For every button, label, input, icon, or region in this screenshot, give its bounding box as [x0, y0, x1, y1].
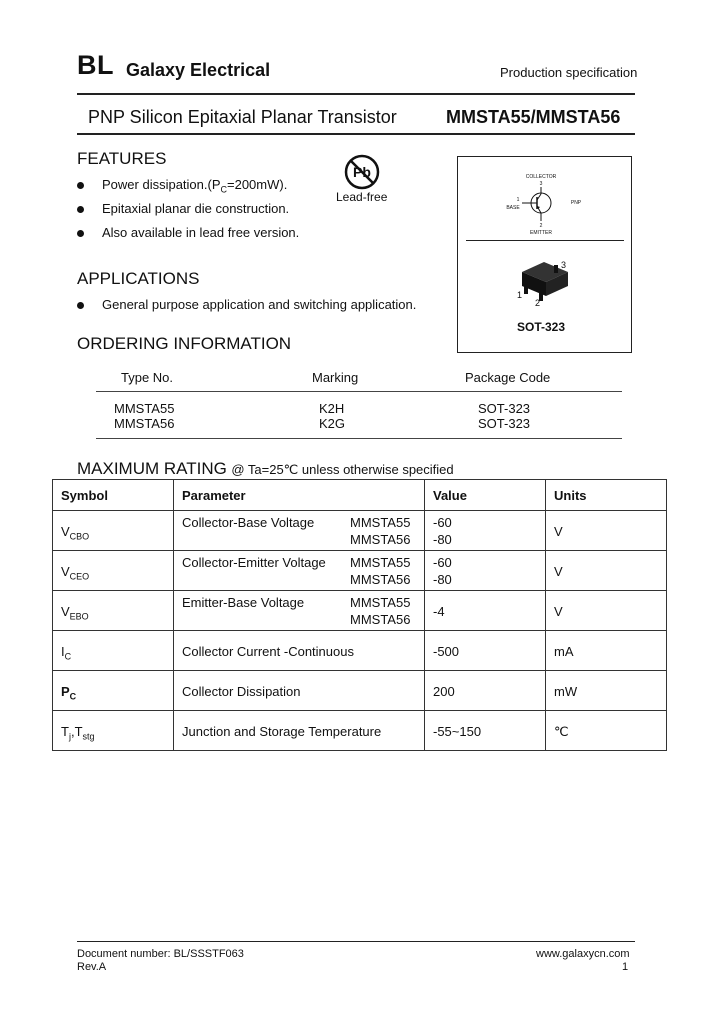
- sot323-package-illustration: [508, 256, 584, 308]
- title-divider: [77, 133, 635, 135]
- bullet-icon: [77, 302, 84, 309]
- document-number: Document number: BL/SSSTF063: [77, 948, 244, 960]
- unit-cell: V: [554, 524, 563, 539]
- col-units: Units: [546, 480, 667, 511]
- package-divider: [466, 240, 624, 241]
- table-row: [53, 711, 667, 751]
- parameter-cell: Collector-Base Voltage: [182, 515, 315, 530]
- ordering-col-package: Package Code: [465, 370, 551, 385]
- transistor-schematic: [500, 170, 595, 236]
- max-rating-heading: MAXIMUM RATING: [77, 459, 227, 478]
- max-rating-condition: @ Ta=25℃ unless otherwise specified: [231, 462, 454, 477]
- ordering-header-rule: [96, 391, 622, 392]
- svg-text:COLLECTOR: COLLECTOR: [525, 174, 557, 180]
- value-cell: -60: [433, 515, 452, 530]
- brand-logo-short: BL: [77, 50, 114, 80]
- ordering-type-cell: MMSTA55: [114, 401, 175, 416]
- symbol-cell: $P_C$: [61, 684, 77, 702]
- device-cell: MMSTA55: [350, 595, 411, 610]
- value-cell: -80: [433, 572, 452, 587]
- page-number: 1: [622, 961, 629, 973]
- lead-free-label: Lead-free: [336, 190, 388, 204]
- package-name: SOT-323: [517, 320, 566, 334]
- svg-text:3: 3: [561, 260, 567, 270]
- svg-text:BASE: BASE: [506, 205, 520, 211]
- ordering-type-cell: MMSTA56: [114, 416, 175, 431]
- bullet-icon: [77, 206, 84, 213]
- ordering-package-cell: SOT-323: [478, 416, 531, 431]
- unit-cell: ℃: [554, 724, 569, 739]
- table-row: [53, 551, 667, 591]
- spec-type: Production specification: [500, 65, 638, 80]
- svg-text:2: 2: [535, 298, 541, 308]
- device-cell: MMSTA56: [350, 572, 411, 587]
- website-link[interactable]: www.galaxycn.com: [536, 948, 630, 960]
- col-symbol: Symbol: [53, 480, 174, 511]
- header-divider: [77, 93, 635, 95]
- pb-symbol: Pb: [353, 164, 371, 180]
- table-row: [53, 631, 667, 671]
- table-row: [53, 511, 667, 551]
- symbol-cell: $V_{CEO}$: [61, 564, 90, 582]
- symbol-cell: $V_{CBO}$: [61, 524, 90, 542]
- parameter-cell: Junction and Storage Temperature: [182, 724, 382, 739]
- value-cell: -4: [433, 604, 445, 619]
- value-cell: -80: [433, 532, 452, 547]
- bullet-icon: [77, 230, 84, 237]
- lead-free-icon: [340, 152, 384, 192]
- max-rating-table: [52, 479, 667, 751]
- ordering-marking-cell: K2G: [319, 416, 346, 431]
- symbol-cell: $T_j,T_{stg}$: [61, 724, 95, 742]
- table-row: [53, 671, 667, 711]
- part-numbers: MMSTA55/MMSTA56: [446, 107, 621, 127]
- brand-name: Galaxy Electrical: [126, 60, 271, 80]
- symbol-cell: $I_C$: [61, 644, 72, 662]
- revision: Rev.A: [77, 961, 107, 973]
- parameter-cell: Collector Current -Continuous: [182, 644, 354, 659]
- ordering-col-marking: Marking: [312, 370, 359, 385]
- device-cell: MMSTA56: [350, 532, 411, 547]
- svg-text:3: 3: [539, 181, 543, 187]
- device-cell: MMSTA55: [350, 555, 411, 570]
- table-header-row: [53, 480, 667, 511]
- value-cell: -500: [433, 644, 460, 659]
- value-cell: -60: [433, 555, 452, 570]
- unit-cell: V: [554, 604, 563, 619]
- bullet-icon: [77, 182, 84, 189]
- ordering-heading: ORDERING INFORMATION: [77, 334, 292, 353]
- device-cell: MMSTA56: [350, 612, 411, 627]
- parameter-cell: Collector-Emitter Voltage: [182, 555, 326, 570]
- device-cell: MMSTA55: [350, 515, 411, 530]
- footer-divider: [77, 941, 635, 942]
- col-value: Value: [425, 480, 546, 511]
- unit-cell: mA: [554, 644, 574, 659]
- unit-cell: V: [554, 564, 563, 579]
- max-rating-title: [77, 459, 454, 479]
- features-heading: FEATURES: [77, 149, 167, 168]
- parameter-cell: Emitter-Base Voltage: [182, 595, 305, 610]
- ordering-col-type: Type No.: [121, 370, 174, 385]
- svg-text:1: 1: [517, 290, 523, 300]
- parameter-cell: Collector Dissipation: [182, 684, 301, 699]
- svg-text:1: 1: [516, 197, 520, 203]
- svg-text:EMITTER: EMITTER: [530, 230, 552, 236]
- svg-text:PNP: PNP: [570, 200, 582, 206]
- table-row: [53, 591, 667, 631]
- document-subtitle: PNP Silicon Epitaxial Planar Transistor: [88, 107, 397, 127]
- ordering-footer-rule: [96, 438, 622, 439]
- symbol-cell: $V_{EBO}$: [61, 604, 89, 622]
- ordering-package-cell: SOT-323: [478, 401, 531, 416]
- value-cell: -55~150: [433, 724, 482, 739]
- col-parameter: Parameter: [174, 480, 425, 511]
- value-cell: 200: [433, 684, 455, 699]
- svg-text:2: 2: [539, 223, 543, 229]
- unit-cell: mW: [554, 684, 578, 699]
- ordering-marking-cell: K2H: [319, 401, 345, 416]
- applications-heading: APPLICATIONS: [77, 269, 200, 288]
